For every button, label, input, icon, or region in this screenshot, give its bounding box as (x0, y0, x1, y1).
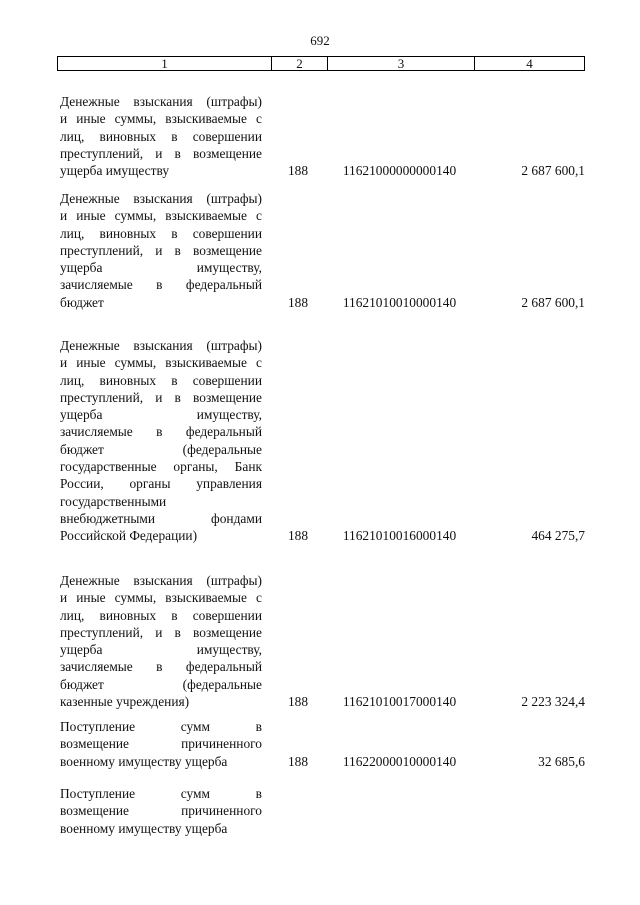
description-line: России, органы управления (60, 476, 262, 492)
description-line: и иные суммы, взыскиваемые с (60, 208, 262, 224)
description-line: военному имуществу ущерба (60, 820, 228, 836)
description-line: Поступление сумм в (60, 719, 262, 734)
row-description (60, 93, 262, 179)
row-classification-code: 11621010017000140 (342, 694, 457, 710)
description-line: лиц, виновных в совершении (60, 607, 262, 623)
row-classification-code: 11622000010000140 (342, 753, 457, 769)
page-number: 692 (310, 33, 330, 48)
description-line: преступлений, и в возмещение (60, 145, 262, 161)
header-col-4: 4 (526, 56, 533, 71)
description-line: лиц, виновных в совершении (60, 372, 262, 388)
row-description (60, 785, 262, 837)
row-classification-code: 11621010016000140 (342, 528, 457, 544)
description-line: Российской Федерации) (60, 528, 198, 544)
row-amount: 2 687 600,1 (521, 294, 585, 310)
row-classification-code: 11621000000000140 (342, 163, 457, 179)
row-description (60, 572, 262, 710)
description-line: преступлений, и в возмещение (60, 624, 262, 640)
description-line: возмещение причиненного (60, 736, 262, 752)
description-line: ущерба имуществу, (60, 407, 262, 423)
header-col-3: 3 (328, 57, 475, 70)
description-line: Денежные взыскания (штрафы) (60, 338, 262, 353)
row-admin-code: 188 (287, 753, 309, 769)
description-line: внебюджетными фондами (60, 510, 262, 526)
table-header (57, 56, 585, 71)
row-admin-code: 188 (287, 528, 309, 544)
description-line: государственные органы, Банк (60, 459, 262, 475)
header-col-2: 2 (272, 57, 328, 70)
description-line: ущерба имуществу, (60, 642, 262, 658)
description-line: государственными (60, 493, 167, 509)
description-line: Поступление сумм в (60, 786, 262, 801)
row-admin-code: 188 (287, 163, 309, 179)
row-amount: 2 687 600,1 (521, 163, 585, 179)
row-classification-code: 11621010010000140 (342, 294, 457, 310)
header-col-1: 1 (58, 57, 272, 70)
description-line: и иные суммы, взыскиваемые с (60, 111, 262, 127)
description-line: зачисляемые в федеральный (60, 659, 262, 675)
description-line: зачисляемые в федеральный (60, 424, 262, 440)
row-admin-code: 188 (287, 694, 309, 710)
description-line: Денежные взыскания (штрафы) (60, 191, 262, 206)
description-line: преступлений, и в возмещение (60, 389, 262, 405)
description-line: военному имуществу ущерба (60, 753, 228, 769)
row-amount: 2 223 324,4 (521, 694, 585, 710)
row-admin-code: 188 (287, 294, 309, 310)
row-description (60, 190, 262, 311)
description-line: возмещение причиненного (60, 803, 262, 819)
description-line: Денежные взыскания (штрафы) (60, 573, 262, 588)
description-line: и иные суммы, взыскиваемые с (60, 590, 262, 606)
row-amount: 32 685,6 (538, 753, 585, 769)
description-line: и иные суммы, взыскиваемые с (60, 355, 262, 371)
row-description (60, 337, 262, 545)
description-line: казенные учреждения) (60, 694, 190, 710)
description-line: лиц, виновных в совершении (60, 225, 262, 241)
description-line: зачисляемые в федеральный (60, 277, 262, 293)
description-line: бюджет (федеральные (60, 441, 262, 457)
description-line: бюджет (федеральные (60, 676, 262, 692)
description-line: Денежные взыскания (штрафы) (60, 94, 262, 109)
description-line: ущерба имуществу (60, 163, 170, 179)
description-line: лиц, виновных в совершении (60, 128, 262, 144)
description-line: ущерба имуществу, (60, 260, 262, 276)
description-line: бюджет (60, 294, 104, 310)
description-line: преступлений, и в возмещение (60, 242, 262, 258)
row-amount: 464 275,7 (531, 528, 585, 544)
row-description (60, 718, 262, 770)
